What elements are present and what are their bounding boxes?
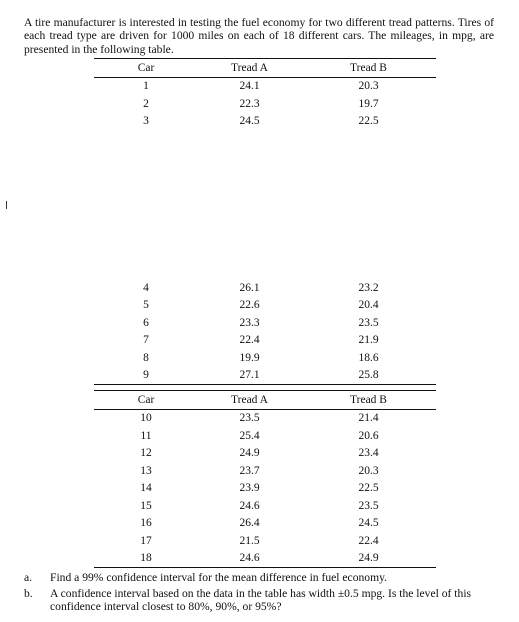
cell-tread-b: 20.4 xyxy=(358,299,379,312)
table-row xyxy=(94,515,436,533)
cell-tread-b: 23.5 xyxy=(358,499,379,512)
cell-tread-a: 22.6 xyxy=(239,299,260,312)
cell-tread-b: 25.8 xyxy=(358,369,379,382)
table-row xyxy=(94,532,436,550)
cell-tread-a: 26.1 xyxy=(239,281,260,294)
table-row xyxy=(94,314,436,332)
cell-tread-b: 22.5 xyxy=(358,115,379,128)
table-row xyxy=(94,78,436,96)
table-row xyxy=(94,95,436,113)
cell-car: 6 xyxy=(143,316,149,329)
cell-tread-a: 23.9 xyxy=(239,482,260,495)
cell-tread-b: 19.7 xyxy=(358,97,379,110)
cell-tread-b: 22.4 xyxy=(358,534,379,547)
cell-tread-b: 23.4 xyxy=(358,447,379,460)
cell-car: 4 xyxy=(143,281,149,294)
table-row xyxy=(94,410,436,428)
cell-tread-a: 26.4 xyxy=(239,517,260,530)
cell-car: 17 xyxy=(140,534,152,547)
table-body xyxy=(94,410,436,568)
cell-tread-b: 23.2 xyxy=(358,281,379,294)
table-row xyxy=(94,367,436,385)
table-bottom-rule xyxy=(94,384,436,385)
cell-tread-a: 24.1 xyxy=(239,80,260,93)
cell-tread-b: 20.3 xyxy=(358,80,379,93)
cell-tread-a: 27.1 xyxy=(239,369,260,382)
questions xyxy=(24,571,494,616)
problem-intro: A tire manufacturer is interested in testing the fuel economy for two different tread patterns. Tires of each tread type are driven for 1000 miles on each of 18 different cars. The mileages, in mpg, are presented in the following table. xyxy=(24,15,494,56)
cell-tread-a: 23.3 xyxy=(239,316,260,329)
cell-tread-a: 23.7 xyxy=(239,464,260,477)
cell-tread-a: 24.5 xyxy=(239,115,260,128)
question-a xyxy=(24,571,494,585)
cell-car: 11 xyxy=(140,429,152,442)
cell-tread-b: 24.5 xyxy=(358,517,379,530)
margin-tick-mark xyxy=(6,201,7,209)
cell-car: 3 xyxy=(143,115,149,128)
cell-tread-a: 22.3 xyxy=(239,97,260,110)
cell-tread-a: 24.9 xyxy=(239,447,260,460)
cell-tread-b: 21.9 xyxy=(358,334,379,347)
question-text: A confidence interval based on the data in the table has width ±0.5 mpg. Is the level of this confidence interval closest to 80%, 90%, or 95%? xyxy=(50,586,472,613)
mileage-table-part-2 xyxy=(94,279,436,385)
cell-car: 2 xyxy=(143,97,149,110)
cell-car: 7 xyxy=(143,334,149,347)
cell-tread-b: 23.5 xyxy=(358,316,379,329)
mileage-table-part-1 xyxy=(94,58,436,130)
table-header-row xyxy=(94,391,436,409)
table-row xyxy=(94,550,436,568)
cell-tread-a: 22.4 xyxy=(239,334,260,347)
mileage-table-part-3 xyxy=(94,390,436,568)
table-bottom-rule xyxy=(94,567,436,568)
cell-car: 9 xyxy=(143,369,149,382)
table-row xyxy=(94,427,436,445)
header-car: Car xyxy=(137,393,155,406)
header-tread-b: Tread B xyxy=(350,393,387,406)
cell-tread-a: 23.5 xyxy=(239,412,260,425)
cell-car: 18 xyxy=(140,552,152,565)
cell-tread-b: 20.3 xyxy=(358,464,379,477)
cell-car: 8 xyxy=(143,351,149,364)
table-row xyxy=(94,297,436,315)
table-row xyxy=(94,279,436,297)
cell-car: 12 xyxy=(140,447,152,460)
cell-tread-b: 21.4 xyxy=(358,412,379,425)
question-label: b. xyxy=(24,586,33,600)
table-body xyxy=(94,279,436,384)
table-row xyxy=(94,349,436,367)
cell-tread-a: 19.9 xyxy=(239,351,260,364)
table-body xyxy=(94,78,436,131)
question-text: Find a 99% confidence interval for the mean difference in fuel economy. xyxy=(50,571,388,584)
table-row xyxy=(94,332,436,350)
table-header-row xyxy=(94,59,436,77)
table-row xyxy=(94,462,436,480)
cell-tread-a: 24.6 xyxy=(239,499,260,512)
cell-tread-a: 24.6 xyxy=(239,552,260,565)
header-tread-a: Tread A xyxy=(231,393,268,406)
cell-car: 10 xyxy=(140,412,152,425)
cell-car: 13 xyxy=(140,464,152,477)
cell-car: 16 xyxy=(140,517,152,530)
cell-tread-b: 20.6 xyxy=(358,429,379,442)
cell-tread-b: 24.9 xyxy=(358,552,379,565)
table-row xyxy=(94,497,436,515)
table-row xyxy=(94,445,436,463)
header-car: Car xyxy=(137,61,155,74)
cell-car: 15 xyxy=(140,499,152,512)
header-tread-b: Tread B xyxy=(350,61,387,74)
cell-car: 1 xyxy=(143,80,149,93)
cell-tread-a: 21.5 xyxy=(239,534,260,547)
cell-tread-a: 25.4 xyxy=(239,429,260,442)
question-b xyxy=(24,587,494,614)
cell-tread-b: 18.6 xyxy=(358,351,379,364)
cell-car: 5 xyxy=(143,299,149,312)
table-row xyxy=(94,113,436,131)
question-label: a. xyxy=(24,571,33,584)
header-tread-a: Tread A xyxy=(231,61,268,74)
cell-car: 14 xyxy=(140,482,152,495)
cell-tread-b: 22.5 xyxy=(358,482,379,495)
table-row xyxy=(94,480,436,498)
